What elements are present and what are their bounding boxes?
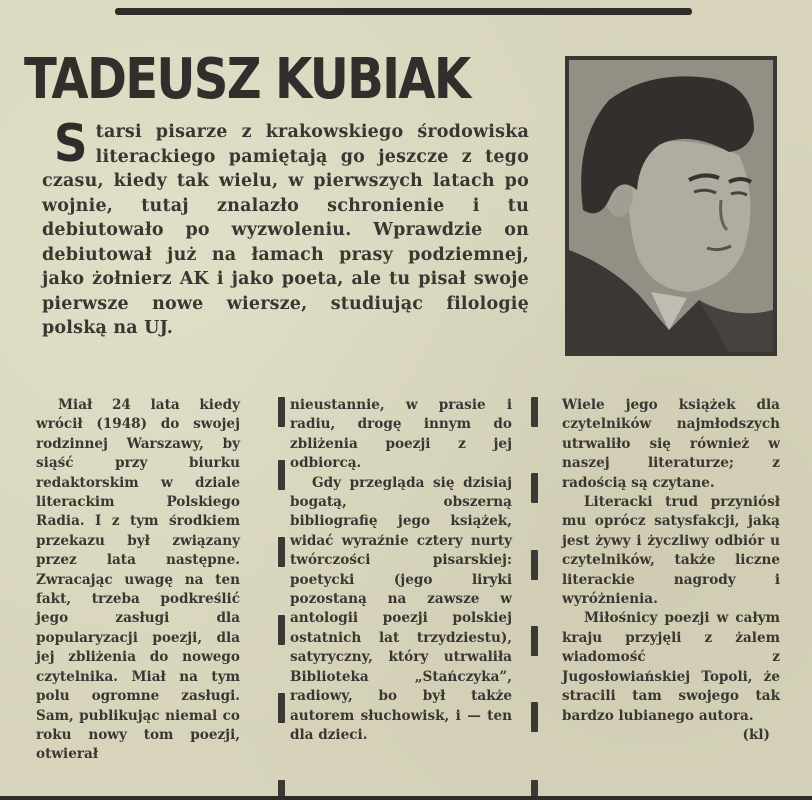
column-3-paragraph-1: Wiele jego książek dla czytelników najmłodszych utrwaliło się również w naszej literaturze; z radością są czytane. bbox=[562, 397, 780, 491]
author-signature: (kl) bbox=[742, 726, 770, 743]
author-portrait-photo bbox=[565, 56, 777, 356]
column-3-paragraph-3: Miłośnicy poezji w całym kraju przyjęli z żalem wiadomość z Jugosłowiańskiej Topoli, że stracili tam swojego tak bardzo lubianego autora. bbox=[562, 610, 780, 724]
column-2-paragraph-1: nieustannie, w prasie i radiu, drogę innym do zbliżenia poezji z jej odbiorcą. bbox=[290, 397, 512, 472]
article-lead-paragraph bbox=[42, 114, 529, 341]
page-bottom-edge bbox=[0, 796, 812, 800]
article-column-2 bbox=[290, 396, 512, 745]
article-column-1 bbox=[36, 396, 240, 765]
column-2-paragraph-2: Gdy przegląda się dzisiaj bogatą, obszerną bibliografię jego książek, widać wyraźnie cztery nurty twórczości pisarskiej: poetycki (jego liryki pozostaną na zawsze w antologii poezji polskiej ostatnich lat trzydziestu), satyryczny, który utrwaliła Biblioteka „Stańczyka”, radiowy, bo był także autorem słuchowisk, i — ten dla dzieci. bbox=[290, 474, 512, 743]
article-column-3 bbox=[562, 396, 780, 745]
article-headline: TADEUSZ KUBIAK bbox=[24, 47, 470, 112]
top-rule-divider bbox=[115, 8, 692, 15]
column-1-paragraph-1: Miał 24 lata kiedy wrócił (1948) do swojej rodzinnej Warszawy, by siąść przy biurku redaktorskim w dziale literackim Polskiego Radia. I z tym środkiem przekazu był związany przez lata następne. Zwracając uwagę na ten fakt, trzeba podkreślić jego zasługi dla popularyzacji poezji, dla jej zbliżenia do nowego czytelnika. Miał na tym polu ogromne zasługi. Sam, publikując niemal co roku nowy tom poezji, otwierał bbox=[36, 397, 240, 763]
column-3-paragraph-2: Literacki trud przyniósł mu oprócz satysfakcji, jaką jest żywy i życzliwy odbiór u czytelników, także liczne literackie nagrody i wyróżnienia. bbox=[562, 494, 780, 608]
drop-cap: S bbox=[53, 114, 88, 174]
lead-text: tarsi pisarze z krakowskiego środowiska literackiego pamiętają go jeszcze z tego czasu, kiedy tak wielu, w pierwszych latach po wojnie, tutaj znalazło schronienie i tu debiutowało po wyzwoleniu. Wprawdzie on debiutował już na łamach prasy podziemnej, jako żołnierz AK i jako poeta, ale tu pisał swoje pierwsze nowe wiersze, studiując filologię polską na UJ. bbox=[42, 122, 529, 338]
portrait-image-icon bbox=[569, 60, 773, 352]
